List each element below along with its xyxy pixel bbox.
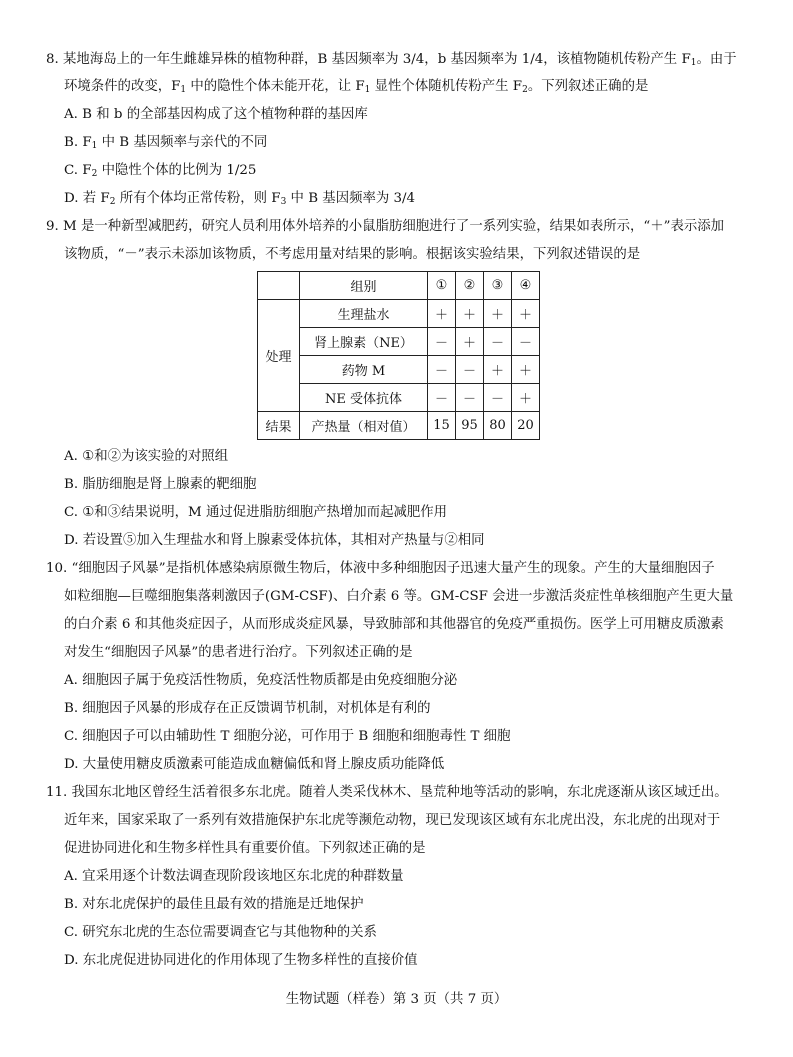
table-cell: ＋ [456,328,484,356]
table-cell: － [456,356,484,384]
group-label: 组别 [300,272,428,300]
group-header: ④ [512,272,540,300]
group-header: ③ [484,272,512,300]
q8-line-1: 8. 某地海岛上的一年生雌雄异株的植物种群，B 基因频率为 3/4，b 基因频率为 1/4，该植物随机传粉产生 $F_1$。由于 [46,52,737,68]
q11-line-3: 促进协同进化和生物多样性具有重要价值。下列叙述正确的是 [64,841,426,856]
q10-line-4: 对发生“细胞因子风暴”的患者进行治疗。下列叙述正确的是 [64,645,413,660]
q10-option-c: C. 细胞因子可以由辅助性 T 细胞分泌，可作用于 B 细胞和细胞毒性 T 细胞 [64,729,511,744]
table-header-row [258,272,540,300]
treatment-name: 生理盐水 [300,300,428,328]
q10-option-d: D. 大量使用糖皮质激素可能造成血糖偏低和肾上腺皮质功能降低 [64,757,445,772]
table-row [258,300,540,328]
table-row [258,356,540,384]
q9-option-a: A. ①和②为该实验的对照组 [64,449,229,464]
table-cell: － [456,384,484,412]
treatment-label: 处理 [258,300,300,412]
table-row [258,384,540,412]
q9-option-d: D. 若设置⑤加入生理盐水和肾上腺素受体抗体，其相对产热量与②相同 [64,533,485,548]
q11-option-d: D. 东北虎促进协同进化的作用体现了生物多样性的直接价值 [64,953,418,968]
table-cell: ＋ [512,300,540,328]
q10-option-a: A. 细胞因子属于免疫活性物质，免疫活性物质都是由免疫细胞分泌 [64,673,458,688]
table-cell: ＋ [512,356,540,384]
q11-option-b: B. 对东北虎保护的最佳且最有效的措施是迁地保护 [64,897,364,912]
table-row [258,412,540,440]
treatment-name: NE 受体抗体 [300,384,428,412]
q8-option-b: B. $F_1$ 中 B 基因频率与亲代的不同 [64,135,268,151]
q11-line-1: 11. 我国东北地区曾经生活着很多东北虎。随着人类采伐林木、垦荒种地等活动的影响，东北虎逐渐从该区域迁出。 [46,785,728,800]
group-header: ② [456,272,484,300]
table-cell: 80 [484,412,512,440]
table-cell: 20 [512,412,540,440]
q11-option-c: C. 研究东北虎的生态位需要调查它与其他物种的关系 [64,925,377,940]
table-cell: ＋ [456,300,484,328]
treatment-name: 肾上腺素（NE） [300,328,428,356]
experiment-table [257,271,540,440]
q8-option-c: C. $F_2$ 中隐性个体的比例为 1/25 [64,163,257,179]
q10-line-3: 的白介素 6 和其他炎症因子，从而形成炎症风暴，导致肺部和其他器官的免疫严重损伤。医学上可用糖皮质激素 [64,617,724,632]
q9-line-2: 该物质，“－”表示未添加该物质，不考虑用量对结果的影响。根据该实验结果，下列叙述错误的是 [64,247,641,262]
table-cell: － [428,328,456,356]
q8-option-a: A. B 和 b 的全部基因构成了这个植物种群的基因库 [64,107,368,122]
q9-option-c: C. ①和③结果说明，M 通过促进脂肪细胞产热增加而起减肥作用 [64,505,448,520]
table-cell: 95 [456,412,484,440]
table-cell: － [484,328,512,356]
table-cell: － [428,356,456,384]
table-cell: ＋ [512,384,540,412]
table-cell: ＋ [428,300,456,328]
table-cell: － [512,328,540,356]
q10-line-2: 如粒细胞—巨噬细胞集落刺激因子(GM-CSF)、白介素 6 等。GM-CSF 会进一步激活炎症性单核细胞产生更大量 [64,589,734,604]
table-cell: ＋ [484,300,512,328]
q10-line-1: 10. “细胞因子风暴”是指机体感染病原微生物后，体液中多种细胞因子迅速大量产生的现象。产生的大量细胞因子 [46,561,715,576]
table-cell: 15 [428,412,456,440]
page-footer: 生物试题（样卷）第 3 页（共 7 页） [285,992,508,1007]
q9-line-1: 9. M 是一种新型减肥药，研究人员利用体外培养的小鼠脂肪细胞进行了一系列实验，结果如表所示，“＋”表示添加 [46,219,725,234]
table-cell: ＋ [484,356,512,384]
treatment-name: 药物 M [300,356,428,384]
table-cell: － [428,384,456,412]
q9-option-b: B. 脂肪细胞是肾上腺素的靶细胞 [64,477,257,492]
q8-option-d: D. 若 $F_2$ 所有个体均正常传粉，则 $F_3$ 中 B 基因频率为 3/4 [64,191,416,207]
q11-line-2: 近年来，国家采取了一系列有效措施保护东北虎等濒危动物，现已发现该区域有东北虎出没，东北虎的出现对于 [64,813,721,828]
table-cell: － [484,384,512,412]
result-name: 产热量（相对值） [300,412,428,440]
q11-option-a: A. 宜采用逐个计数法调查现阶段该地区东北虎的种群数量 [64,869,404,884]
q10-option-b: B. 细胞因子风暴的形成存在正反馈调节机制，对机体是有利的 [64,701,431,716]
q8-line-2: 环境条件的改变，$F_1$ 中的隐性个体未能开花，让 $F_1$ 显性个体随机传粉产生 $F_2$。下列叙述正确的是 [64,79,649,95]
result-label: 结果 [258,412,300,440]
group-header: ① [428,272,456,300]
table-row [258,328,540,356]
